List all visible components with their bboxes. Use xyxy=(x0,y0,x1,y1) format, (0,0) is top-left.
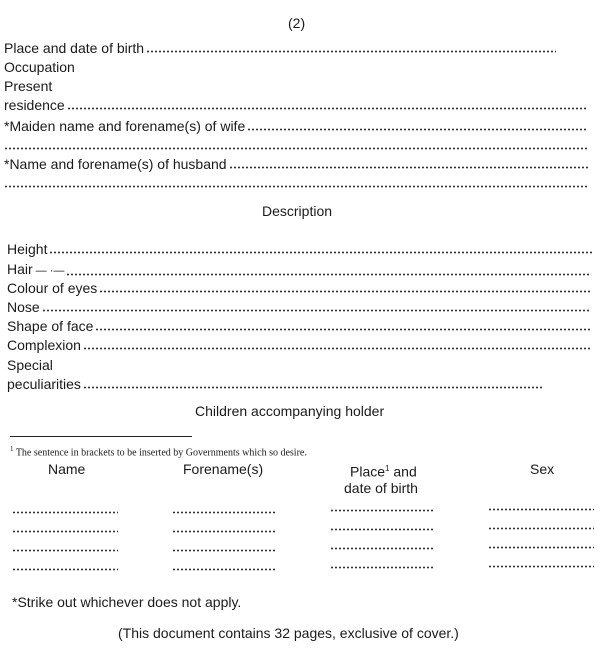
footnote-text: The sentence in brackets to be inserted by Governments which so desire. xyxy=(15,447,307,459)
field-label: Present xyxy=(4,78,53,94)
place-label: Place xyxy=(350,463,386,480)
document-pages-note: (This document contains 32 pages, exclusive of cover.) xyxy=(118,625,459,641)
entry-line-place-3 xyxy=(330,547,434,550)
fill-line xyxy=(83,340,590,350)
footnote-marker: 1 xyxy=(10,445,14,453)
field-residence xyxy=(4,97,588,113)
fill-line xyxy=(146,43,556,53)
field-colour-eyes xyxy=(7,280,590,296)
entry-line-name-4 xyxy=(12,568,118,571)
field-label: Shape of face xyxy=(7,318,94,334)
field-label: Height xyxy=(7,241,48,257)
fill-line xyxy=(66,266,590,276)
entry-line-name-1 xyxy=(12,511,118,514)
field-complexion xyxy=(7,337,590,353)
strike-out-note: *Strike out whichever does not apply. xyxy=(12,594,242,610)
entry-line-forenames-4 xyxy=(172,568,276,571)
field-special xyxy=(7,357,107,373)
fill-line-wife-continued xyxy=(4,147,588,150)
entry-line-sex-2 xyxy=(488,527,594,530)
fill-line xyxy=(95,321,590,331)
entry-line-name-2 xyxy=(12,530,118,533)
field-peculiarities xyxy=(7,376,544,392)
fill-line xyxy=(42,302,590,312)
field-shape-face xyxy=(7,318,590,334)
field-height xyxy=(7,241,593,257)
column-header-sex: Sex xyxy=(530,461,555,477)
fill-line xyxy=(83,379,544,389)
entry-line-sex-4 xyxy=(488,565,594,568)
fill-line xyxy=(99,283,590,293)
entry-line-sex-3 xyxy=(488,546,594,549)
entry-line-place-2 xyxy=(330,528,434,531)
column-header-date-of-birth: date of birth xyxy=(344,480,418,496)
fill-line xyxy=(49,244,593,254)
field-label: Special xyxy=(7,357,53,373)
column-header-forenames: Forename(s) xyxy=(183,461,264,477)
field-place-date-birth xyxy=(4,40,556,56)
place-and-label: and xyxy=(393,463,417,480)
field-maiden-name-wife xyxy=(4,118,588,134)
field-label: Complexion xyxy=(7,337,81,353)
footnote xyxy=(10,445,307,458)
field-label: Hair xyxy=(7,261,33,277)
field-nose xyxy=(7,299,590,315)
field-name-husband xyxy=(4,156,588,172)
field-label: Nose xyxy=(7,299,40,315)
field-present xyxy=(4,78,104,94)
footnote-rule xyxy=(10,436,192,437)
entry-line-place-4 xyxy=(330,566,434,569)
fill-line xyxy=(247,121,588,131)
page-number: (2) xyxy=(288,15,306,31)
entry-line-name-3 xyxy=(12,549,118,552)
entry-line-forenames-1 xyxy=(172,511,276,514)
column-header-place xyxy=(350,461,417,480)
fill-line xyxy=(67,100,588,110)
entry-line-place-1 xyxy=(330,509,434,512)
hair-handwritten-marks: — ·— xyxy=(35,265,65,277)
field-label: Place and date of birth xyxy=(4,40,145,56)
fill-line xyxy=(229,159,588,169)
field-hair xyxy=(7,261,590,279)
field-label: residence xyxy=(4,97,65,113)
column-header-name: Name xyxy=(48,461,86,477)
field-label: Colour of eyes xyxy=(7,280,98,296)
field-label: peculiarities xyxy=(7,376,81,392)
field-label: Occupation xyxy=(4,59,75,75)
description-heading: Description xyxy=(262,203,333,219)
children-heading: Children accompanying holder xyxy=(195,403,385,419)
field-occupation xyxy=(4,59,104,75)
field-label: *Name and forename(s) of husband xyxy=(4,156,227,172)
field-label: *Maiden name and forename(s) of wife xyxy=(4,118,246,134)
entry-line-forenames-2 xyxy=(172,530,276,533)
entry-line-forenames-3 xyxy=(172,549,276,552)
fill-line-husband-continued xyxy=(4,185,588,188)
entry-line-sex-1 xyxy=(488,508,594,511)
place-footnote-marker: 1 xyxy=(385,464,390,473)
